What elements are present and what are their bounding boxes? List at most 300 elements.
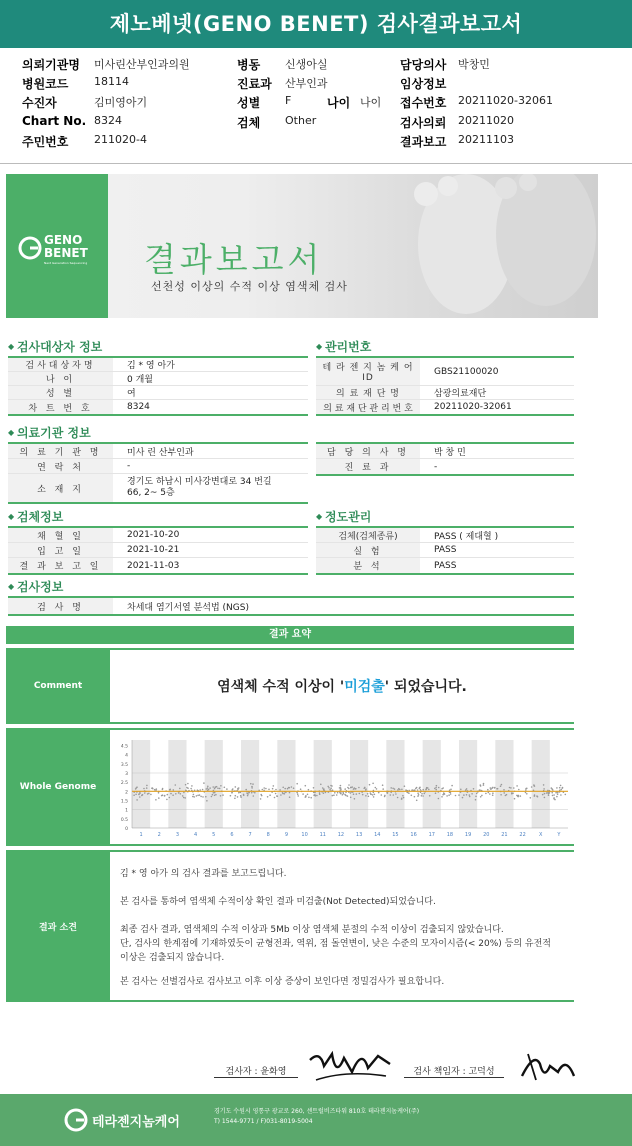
x-tick-label: 15 [392,832,399,838]
table-row [316,528,574,543]
data-point [222,794,224,796]
data-point [280,794,282,796]
row-value: 미사 린 산부인과 [127,447,194,458]
data-point [373,796,375,798]
header-label: 접수번호 [400,96,447,110]
tester-signature [306,1046,396,1086]
y-tick-label: 0.5 [120,817,128,823]
data-point [372,794,374,796]
data-point [525,789,527,791]
data-point [487,789,489,791]
data-point [448,794,450,796]
data-point [162,794,164,796]
x-tick-label: 1 [139,832,143,838]
data-point [348,784,350,786]
y-tick-label: 1 [125,808,128,814]
data-point [485,793,487,795]
data-point [526,788,528,790]
row-label: 의 료 재 단 명 [316,386,420,399]
comment-highlight: 미검출 [344,679,385,695]
data-point [328,787,330,789]
chromosome-band [386,740,404,828]
header-value: Other [285,114,317,127]
data-point [514,798,516,800]
data-point [492,792,494,794]
table-row [316,386,574,400]
data-point [220,795,222,797]
data-point [330,788,332,790]
data-point [419,787,421,789]
data-point [182,795,184,797]
data-point [207,786,209,788]
data-point [342,794,344,796]
data-point [421,795,423,797]
section-title-specimen: ◆ 검체정보 [8,508,63,525]
data-point [333,794,335,796]
x-tick-label: 6 [230,832,234,838]
data-point [552,789,554,791]
data-point [139,796,141,798]
data-point [252,783,254,785]
data-point [365,789,367,791]
chromosome-band [495,740,513,828]
y-tick-label: 4.5 [120,744,128,750]
header-value: 20211103 [458,133,514,146]
data-point [553,798,555,800]
row-value: 박 창 민 [434,447,466,458]
data-point [503,789,505,791]
data-point [209,787,211,789]
header-value: 박창민 [458,58,490,71]
row-label: 의 료 기 관 명 [8,444,113,458]
section-title-qc: ◆ 정도관리 [316,508,371,525]
data-point [262,789,264,791]
row-label: 성 별 [8,386,113,399]
data-point [327,786,329,788]
y-tick-label: 2.5 [120,781,128,787]
table-row [8,358,308,372]
data-point [543,784,545,786]
data-point [359,793,361,795]
header-label: 의뢰기관명 [22,58,80,72]
row-label: 테 라 젠 지 놈 케 어 ID [316,358,420,385]
data-point [133,794,135,796]
data-point [277,795,279,797]
tester-name: 검사자 : 윤화영 [214,1064,298,1078]
x-tick-label: 8 [266,832,270,838]
x-tick-label: 22 [519,832,526,838]
data-point [274,797,276,799]
data-point [180,793,182,795]
data-point [199,789,201,791]
data-point [332,795,334,797]
row-value: 차세대 염기서열 분석법 (NGS) [127,602,249,613]
data-point [556,787,558,789]
finding-line: 김 * 영 아가 의 검사 결과를 보고드립니다. [120,869,287,879]
data-point [395,793,397,795]
data-point [548,794,550,796]
data-point [313,787,315,789]
data-point [382,788,384,790]
row-value: 2021-11-03 [127,560,180,571]
row-label: 차 트 번 호 [8,400,113,414]
data-point [226,788,228,790]
data-point [206,800,208,802]
quality-control-table [316,526,574,575]
data-point [146,787,148,789]
data-point [297,793,299,795]
data-point [492,794,494,796]
data-point [284,788,286,790]
header-value: 나이 [360,96,382,109]
comment-label: Comment [6,650,110,722]
data-point [404,785,406,787]
data-point [516,785,518,787]
data-point [398,788,400,790]
data-point [466,788,468,790]
data-point [368,796,370,798]
data-point [268,789,270,791]
data-point [401,798,403,800]
header-value: 20211020-32061 [458,94,553,107]
data-point [397,797,399,799]
data-point [382,784,384,786]
data-point [232,788,234,790]
row-value: PASS ( 제대혈 ) [434,531,499,542]
data-point [353,793,355,795]
row-label: 검체(검체종류) [316,528,420,542]
data-point [553,794,555,796]
row-value: PASS [434,545,457,555]
table-row [8,444,308,459]
data-point [136,799,138,801]
data-point [473,788,475,790]
data-point [565,794,567,796]
x-tick-label: 20 [483,832,490,838]
row-label: 분 석 [316,558,420,573]
x-tick-label: 12 [337,832,345,838]
data-point [560,794,562,796]
logo-mark-icon [18,236,42,260]
summary-header: 결과 요약 [6,626,574,644]
x-tick-label: 9 [284,832,289,838]
chromosome-band [314,740,332,828]
data-point [253,795,255,797]
comment-block [6,648,574,724]
data-point [297,795,299,797]
data-point [211,796,213,798]
comment-text-pre: 염색체 수적 이상이 ' [217,679,345,695]
x-tick-label: 10 [301,832,308,838]
data-point [544,797,546,799]
data-point [275,789,277,791]
data-point [203,782,205,784]
data-point [154,789,156,791]
data-point [319,793,321,795]
data-point [169,789,171,791]
data-point [322,787,324,789]
data-point [378,792,380,794]
data-point [186,787,188,789]
logo-text-top: GENO [44,233,83,247]
data-point [441,796,443,798]
x-tick-label: 19 [464,832,472,838]
footer-phone: T) 1544-9771 / F)031-8019-5004 [214,1118,313,1125]
data-point [245,789,247,791]
data-point [416,787,418,789]
data-point [425,789,427,791]
x-tick-label: 21 [501,832,508,838]
table-row [8,459,308,474]
x-tick-label: 16 [410,832,417,838]
data-point [526,793,528,795]
data-point [455,795,457,797]
data-point [458,794,460,796]
row-value: 2021-10-21 [127,545,180,555]
data-point [438,798,440,800]
row-label: 진 료 과 [316,459,420,474]
data-point [316,795,318,797]
data-point [214,788,216,790]
data-point [401,789,403,791]
data-point [217,788,219,790]
data-point [351,786,353,788]
header-label: 병원코드 [22,77,69,91]
data-point [193,796,195,798]
data-point [269,794,271,796]
data-point [481,795,483,797]
data-point [320,784,322,786]
data-point [557,793,559,795]
data-point [260,798,262,800]
finding-line: 최종 검사 결과, 염색체의 수적 이상과 5Mb 이상 염색체 분절의 수적 이상이 검출되지 않았습니다. [120,925,504,935]
report-footer [0,1094,632,1146]
y-tick-label: 2 [125,790,128,796]
subject-info-table [8,356,308,416]
data-point [151,787,153,789]
x-tick-label: 7 [248,832,252,838]
data-point [348,788,350,790]
data-point [463,794,465,796]
table-row [8,372,308,386]
data-point [390,794,392,796]
header-value: 미사린산부인과의원 [94,58,190,71]
row-value: 여 [127,389,136,399]
data-point [175,784,177,786]
data-point [469,796,471,798]
header-label: Chart No. [22,114,87,128]
data-point [518,789,520,791]
data-point [384,796,386,798]
data-point [150,794,152,796]
data-point [494,787,496,789]
table-row [8,528,308,543]
data-point [254,792,256,794]
row-label: 결 과 보 고 일 [8,558,113,573]
findings-label: 결과 소견 [6,852,110,1000]
x-tick-label: 13 [355,832,363,838]
data-point [542,794,544,796]
row-value: GBS21100020 [434,366,499,377]
data-point [469,794,471,796]
data-point [246,793,248,795]
data-point [422,789,424,791]
data-point [350,787,352,789]
data-point [251,787,253,789]
data-point [497,788,499,790]
data-point [418,794,420,796]
data-point [216,786,218,788]
data-point [307,794,309,796]
data-point [234,798,236,800]
data-point [429,795,431,797]
data-point [444,793,446,795]
x-tick-label: 14 [374,832,381,838]
data-point [300,788,302,790]
data-point [336,794,338,796]
data-point [215,794,217,796]
x-tick-label: 18 [446,832,454,838]
data-point [247,795,249,797]
data-point [556,796,558,798]
data-point [183,792,185,794]
data-point [263,787,265,789]
data-point [369,784,371,786]
data-point [450,793,452,795]
data-point [213,792,215,794]
data-point [450,789,452,791]
data-point [305,785,307,787]
data-point [235,795,237,797]
header-value: 신생아실 [285,58,328,71]
data-point [187,783,189,785]
data-point [509,787,511,789]
header-label: 진료과 [237,77,272,91]
data-point [196,795,198,797]
baby-feet-illustration [386,174,598,318]
data-point [212,786,214,788]
data-point [175,793,177,795]
table-row [8,558,308,573]
data-point [238,787,240,789]
data-point [374,794,376,796]
data-point [296,783,298,785]
data-point [353,788,355,790]
table-row [316,444,574,459]
data-point [288,787,290,789]
data-point [144,792,146,794]
data-point [446,795,448,797]
terragen-logo-icon [64,1108,88,1132]
data-point [238,792,240,794]
data-point [308,789,310,791]
specimen-info-table [8,526,308,575]
data-point [289,796,291,798]
header-value: 18114 [94,75,129,88]
data-point [192,796,194,798]
header-label: 결과보고 [400,135,447,149]
data-point [544,793,546,795]
row-value: 경기도 하남시 미사강변대로 34 번길 66, 2~ 5층 [127,477,272,498]
data-point [207,787,209,789]
data-point [475,799,477,801]
data-point [305,796,307,798]
data-point [284,793,286,795]
data-point [414,796,416,798]
data-point [530,797,532,799]
data-point [505,795,507,797]
footer-brand: 테라젠지놈케어 [92,1115,180,1130]
data-point [417,789,419,791]
chromosome-band [459,740,477,828]
data-point [155,789,157,791]
institution-doctor-table [316,442,574,476]
data-point [560,789,562,791]
data-point [408,792,410,794]
data-point [483,784,485,786]
data-point [296,792,298,794]
data-point [551,792,553,794]
data-point [471,793,473,795]
data-point [302,793,304,795]
data-point [405,789,407,791]
data-point [451,785,453,787]
data-point [275,793,277,795]
header-label: 수진자 [22,96,57,110]
data-point [185,784,187,786]
row-value: 0 개월 [127,375,153,385]
y-tick-label: 0 [125,827,128,832]
data-point [533,784,535,786]
data-point [220,785,222,787]
y-tick-label: 1.5 [120,799,128,805]
data-point [261,795,263,797]
data-point [172,794,174,796]
data-point [273,785,275,787]
data-point [158,797,160,799]
whole-genome-block [6,728,574,846]
data-point [370,793,372,795]
data-point [426,787,428,789]
row-label: 담 당 의 사 명 [316,444,420,458]
data-point [392,788,394,790]
director-signature [514,1046,584,1086]
row-label: 소 재 지 [8,474,113,502]
data-point [356,793,358,795]
data-point [480,784,482,786]
data-point [489,793,491,795]
data-point [490,787,492,789]
data-point [394,788,396,790]
data-point [214,795,216,797]
data-point [135,794,137,796]
management-number-table [316,356,574,416]
findings-block [6,850,574,1002]
data-point [291,786,293,788]
header-label: 임상정보 [400,77,447,91]
data-point [214,786,216,788]
data-point [199,794,201,796]
data-point [219,788,221,790]
data-point [205,788,207,790]
x-tick-label: 17 [428,832,435,838]
data-point [208,789,210,791]
table-row [316,358,574,386]
row-value: 김 * 영 아가 [127,361,175,371]
comment-text-post: ' 되었습니다. [384,679,467,695]
x-tick-label: X [539,832,543,838]
data-point [205,796,207,798]
